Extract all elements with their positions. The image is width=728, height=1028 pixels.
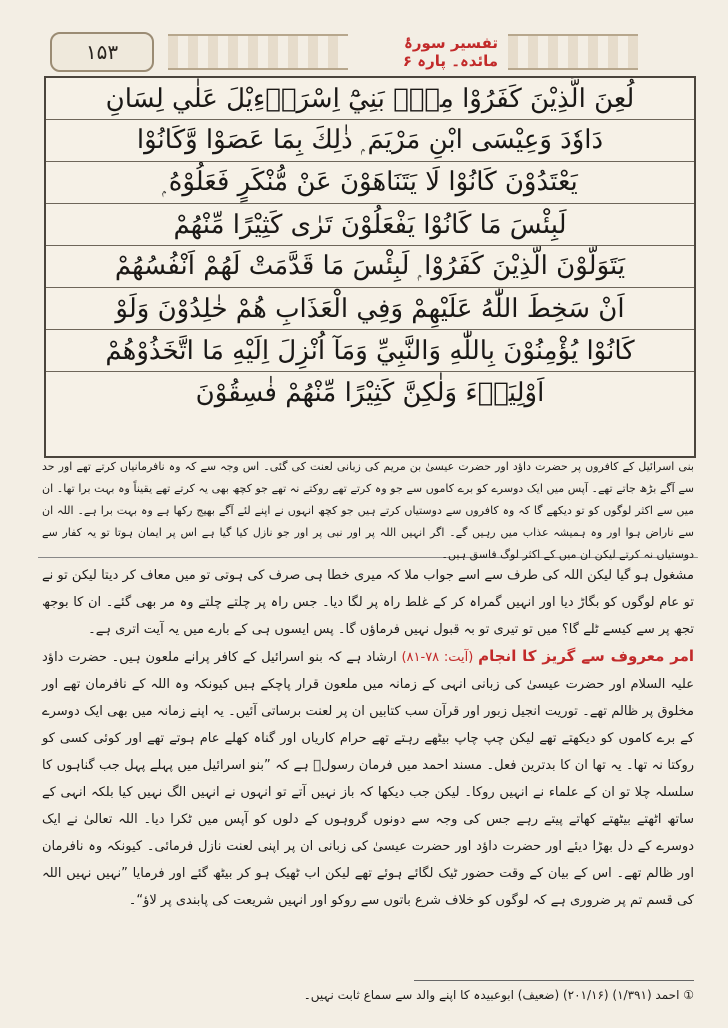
urdu-translation: بنی اسرائیل کے کافروں پر حضرت داؤد اور حضرت عیسیٰ بن مریم کی زبانی لعنت کی گئی۔ اس وجہ سے کہ وہ نافرمانیاں کرتے تھے اور حد سے آگے بڑھ جاتے تھے۔ آپس میں ایک دوسرے کو برے کاموں سے جو وہ کرتے تھے روکتے نہ تھے جو کچھ بھی یہ کرتے تھے یقیناً وہ بہت برا تھا۔ ان میں سے اکثر لوگوں کو تو دیکھے گا کہ وہ کافروں سے دوستیاں کرتے ہیں جو کچھ انہوں نے اپنے لئے آگے بھیج رکھا ہے وہ بہت برا ہے۔ اللہ ان سے ناراض ہوا اور وہ ہمیشہ عذاب میں رہیں گے۔ اگر انہیں اللہ پر اور نبی پر اور جو نازل کیا گیا ہے اس پر ایمان ہوتا تو یہ کفار سے دوستیاں نہ کرتے لیکن ان میں کے اکثر لوگ فاسق ہیں۔ bbox=[38, 456, 698, 558]
footnote-divider bbox=[414, 980, 694, 981]
quran-text-box bbox=[44, 76, 696, 458]
quran-line: دَاوٗدَ وَعِيْسَى ابْنِ مَرْيَمَ ۭ ذٰلِكَ بِمَا عَصَوْا وَّكَانُوْا bbox=[46, 120, 694, 162]
quran-line: يَعْتَدُوْنَ كَانُوْا لَا يَتَنَاهَوْنَ عَنْ مُّنْكَرٍ فَعَلُوْهُ ۭ bbox=[46, 162, 694, 204]
tafseer-body bbox=[38, 562, 698, 982]
paragraph: مشغول ہو گیا لیکن اللہ کی طرف سے اسے جواب ملا کہ میری خطا ہی صرف کی ہوتی تو میں معاف کر دیتا لیکن تو نے تو عام لوگوں کو بگاڑ دیا اور انہیں گمراہ کر کے غلط راہ پر لگا دیا۔ جس راہ پر چلتے چلتے وہ مر بھی گئے۔ ان کا بوجھ تجھ پر سے کیسے ٹلے گا؟ میں تو تیری تو بہ قبول نہیں فرماؤں گا۔ پس ایسوں ہی کے بارے میں یہ آیت اتری ہے۔ bbox=[42, 568, 694, 637]
quran-line: اَنْ سَخِطَ اللّٰهُ عَلَيْهِمْ وَفِي الْعَذَابِ هُمْ خٰلِدُوْنَ وَلَوْ bbox=[46, 288, 694, 330]
quran-line: لَبِئْسَ مَا كَانُوْا يَفْعَلُوْنَ تَرٰى كَثِيْرًا مِّنْهُمْ bbox=[46, 204, 694, 246]
page-number: ۱۵۳ bbox=[50, 32, 154, 72]
footnote: ① احمد (۱/۳۹۱) (۲۰۱/۱۶) (ضعیف) ابوعبیدہ کا اپنے والد سے سماع ثابت نہیں۔ bbox=[303, 988, 694, 1002]
quran-line: اَوْلِيَاۗءَ وَلٰكِنَّ كَثِيْرًا مِّنْهُمْ فٰسِقُوْنَ bbox=[195, 377, 545, 408]
section-heading: امر معروف سے گریز کا انجام bbox=[478, 647, 694, 665]
section bbox=[42, 643, 694, 914]
book-page bbox=[38, 30, 698, 1020]
quran-line: يَتَوَلَّوْنَ الَّذِيْنَ كَفَرُوْا ۭ لَبِئْسَ مَا قَدَّمَتْ لَهُمْ اَنْفُسُهُمْ bbox=[46, 246, 694, 288]
ayah-reference: (آیت: ۷۸-۸۱) bbox=[401, 650, 474, 665]
header-ornament-left bbox=[168, 34, 348, 70]
paragraph: ارشاد ہے کہ بنو اسرائیل کے کافر پرانے ملعون ہیں۔ حضرت داؤد علیہ السلام اور حضرت عیسیٰ کی زبانی انہی کے زمانہ میں ملعون قرار پاچکے ہیں کیونکہ وہ اللہ کے نافرمان تھے اور مخلوق پر ظالم تھے۔ توریت انجیل زبور اور قرآن سب کتابیں ان پر لعنت برساتی آئیں۔ یہ اپنے زمانہ میں بھی ایک دوسرے کے برے کاموں کو دیکھتے تھے لیکن چپ چاپ بیٹھے رہتے تھے حرام کاریاں اور گناہ کھلے عام ہوتے تھے اور کوئی کسی کو روکتا نہ تھا۔ یہ تھا ان کا بدترین فعل۔ مسند احمد میں فرمان رسولؐ ہے کہ ”بنو اسرائیل میں پہلے پہل جب گناہوں کا سلسلہ چلا تو ان کے علماء نے انہیں روکا۔ لیکن جب دیکھا کہ باز نہیں آتے تو انہوں نے انہیں الگ نہیں کیا بلکہ انہی کے ساتھ اٹھتے بیٹھتے کھاتے پیتے رہے جس کی وجہ سے دونوں گروہوں کے دلوں کو آپس میں ٹکرا دیا۔ اللہ تعالیٰ نے ایک دوسرے کے دل بھڑا دیئے اور حضرت داؤد اور حضرت عیسیٰ کی زبانی ان پر اپنی لعنت نازل فرمائی۔ کیونکہ وہ نافرمان اور ظالم تھے۔ اس کے بیان کے وقت حضور ٹیک لگائے ہوئے تھے لیکن اب ٹھیک ہو کر بیٹھ گئے اور فرمایا ”نہیں نہیں اللہ کی قسم تم پر ضروری ہے کہ لوگوں کو خلاف شرع باتوں سے روکو اور انہیں شریعت کی پابندی پر لاؤ“۔ bbox=[42, 650, 694, 908]
header-ornament-right bbox=[508, 34, 638, 70]
surah-title: تفسیر سورۂ مائدہ۔ پارہ ۶ bbox=[402, 34, 498, 70]
page-header bbox=[38, 30, 698, 74]
quran-line: كَانُوْا يُؤْمِنُوْنَ بِاللّٰهِ وَالنَّبِيِّ وَمَآ اُنْزِلَ اِلَيْهِ مَا اتَّخَذُوْهُمْ bbox=[46, 330, 694, 372]
quran-line: لُعِنَ الَّذِيْنَ كَفَرُوْا مِنْۢ بَنِيْٓ اِسْرَاۗءِيْلَ عَلٰي لِسَانِ bbox=[46, 78, 694, 120]
